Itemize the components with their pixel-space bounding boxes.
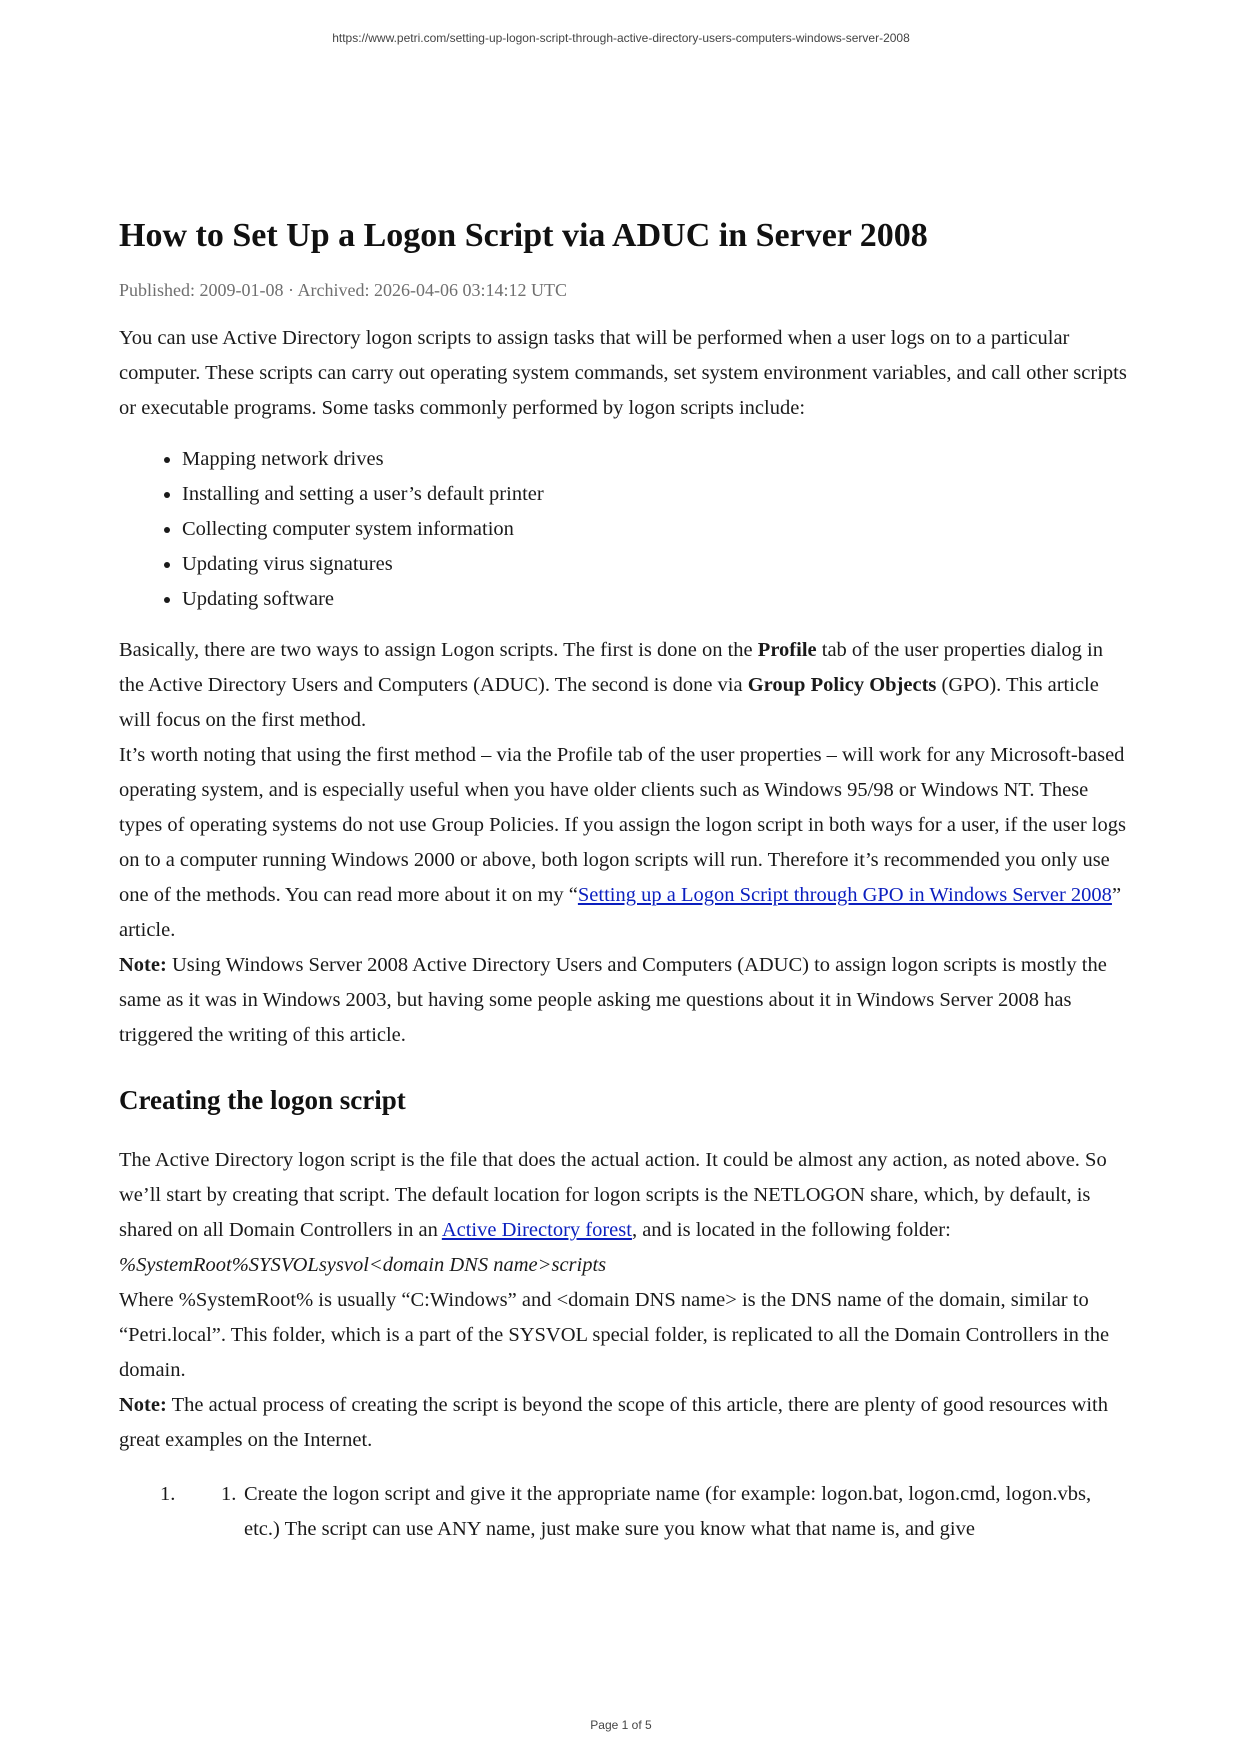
page-number: Page 1 of 5 [590,1718,652,1732]
section-heading: Creating the logon script [119,1085,406,1115]
list-item: • Installing and setting a user’s default printer [182,477,1129,512]
compatibility-paragraph: It’s worth noting that using the first method – via the Profile tab of the user properties – will work for any Microsoft-based operating system, and is especially useful when you have older clients such as Windows 95/98 or Windows NT. These types of operating systems do not use Group Policies. If you assign the logon script in both ways for a user, if the user logs on to a computer running Windows 2000 or above, both logon scripts will run. Therefore it’s recommended you only use one of the methods. You can read more about it on my “Setting up a Logon Script through GPO in Windows Server 2008” article. [119,744,1126,941]
step-inner-number: 1. [221,1483,237,1505]
step-number: 1. [160,1483,176,1505]
note-paragraph: Note: Using Windows Server 2008 Active Directory Users and Computers (ADUC) to assign logon scripts is mostly the same as it was in Windows 2003, but having some people asking me questions about it in Windows Server 2008 has triggered the writing of this article. [119,954,1107,1046]
path-explanation-paragraph: Where %SystemRoot% is usually “C:Windows” and <domain DNS name> is the DNS name of the domain, similar to “Petri.local”. This folder, which is a part of the SYSVOL special folder, is replicated to all the Domain Controllers in the domain. [119,1289,1110,1381]
list-item [119,1477,1129,1547]
steps-list [119,1477,1129,1547]
list-item: • Collecting computer system information [182,512,1129,547]
gpo-emphasis: Group Policy Objects [747,674,937,696]
intro-paragraph: You can use Active Directory logon scripts to assign tasks that will be performed when a user logs on to a particular computer. These scripts can carry out operating system commands, set system environment variables, and call other scripts or executable programs. Some tasks commonly performed by logon scripts include: [119,327,1127,419]
list-item: • Updating virus signatures [182,547,1129,582]
script-path: %SystemRoot%SYSVOLsysvol<domain DNS name>scripts [119,1254,607,1276]
page-title: How to Set Up a Logon Script via ADUC in Server 2008 [119,217,928,254]
article [119,214,1129,1547]
profile-emphasis: Profile [757,639,817,661]
ad-forest-link[interactable]: Active Directory forest [441,1219,632,1241]
publish-meta: Published: 2009-01-08 · Archived: 2026-04-06 03:14:12 UTC [119,280,567,300]
note-label: Note: [119,1394,167,1416]
methods-paragraph: Basically, there are two ways to assign Logon scripts. The first is done on the Profile tab of the user properties dialog in the Active Directory Users and Computers (ADUC). The second is done via Group Policy Objects (GPO). This article will focus on the first method. [119,639,1103,731]
source-url: https://www.petri.com/setting-up-logon-script-through-active-directory-users-computers-windows-server-2008 [332,31,910,45]
note-label: Note: [119,954,167,976]
list-item: • Updating software [182,582,1129,617]
list-item: • Mapping network drives [182,442,1129,477]
gpo-article-link[interactable]: Setting up a Logon Script through GPO in Windows Server 2008 [577,884,1112,906]
step-text: Create the logon script and give it the appropriate name (for example: logon.bat, logon.cmd, logon.vbs, etc.) The script can use ANY name, just make sure you know what that name is, and give [244,1483,1092,1540]
script-location-paragraph: The Active Directory logon script is the file that does the actual action. It could be almost any action, as noted above. So we’ll start by creating that script. The default location for logon scripts is the NETLOGON share, which, by default, is shared on all Domain Controllers in an Active Directory forest, and is located in the following folder: [119,1149,1107,1241]
task-list [119,442,1129,617]
note-paragraph-2: Note: The actual process of creating the script is beyond the scope of this article, there are plenty of good resources with great examples on the Internet. [119,1394,1108,1451]
